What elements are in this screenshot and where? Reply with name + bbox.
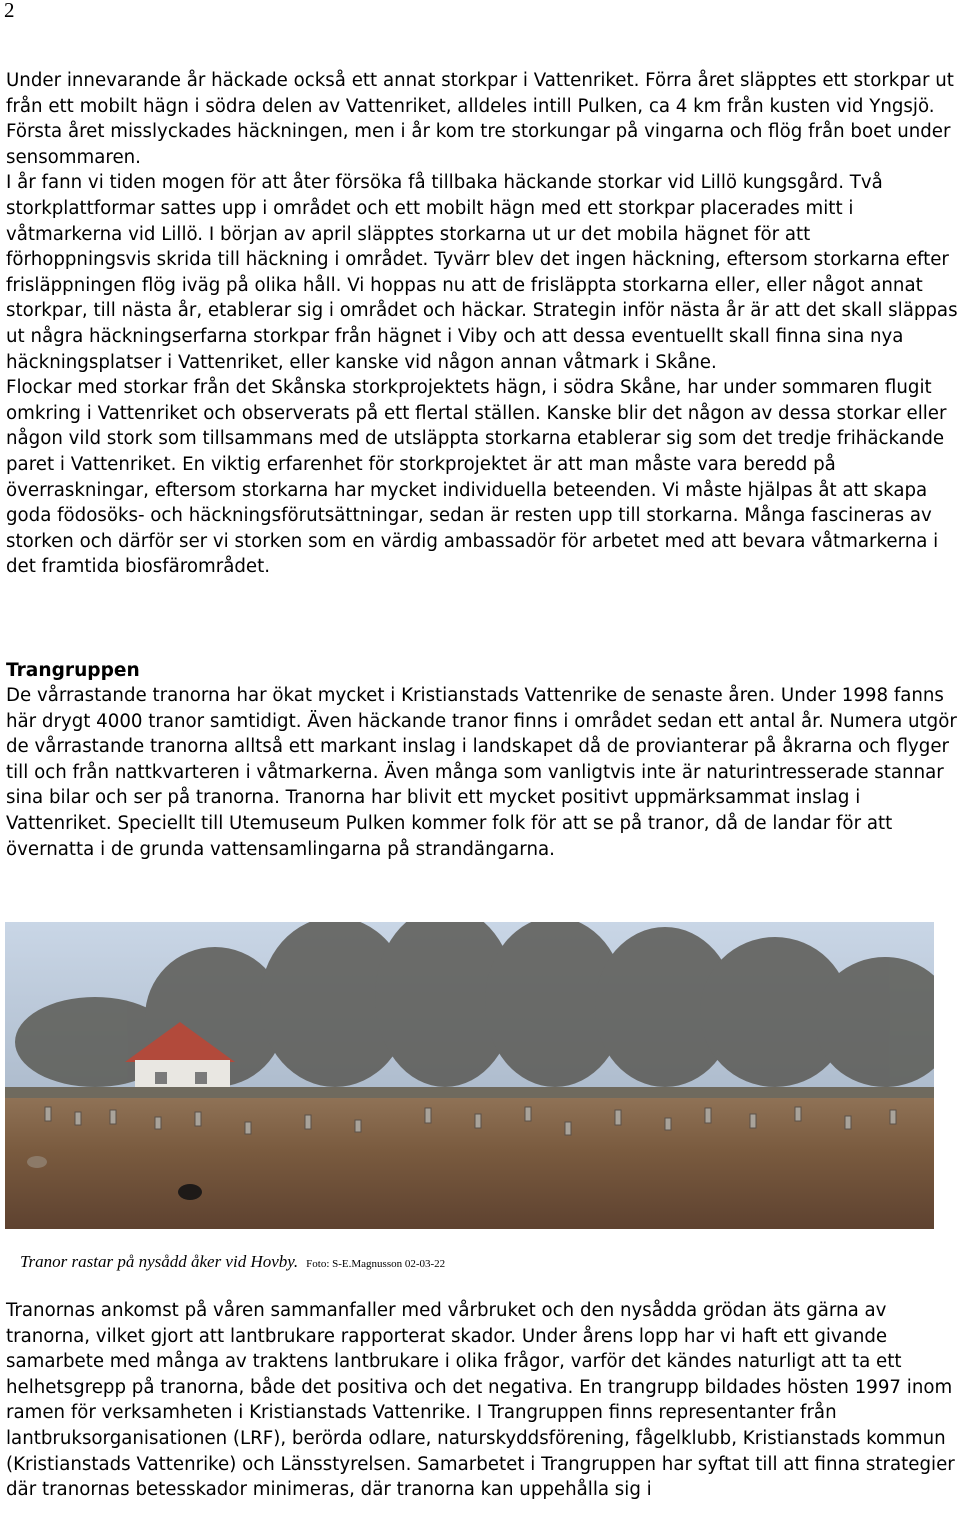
crane-intro-paragraph: De vårrastande tranorna har ökat mycket i Kristianstads Vattenrike de senaste åren. Under 1998 fanns här drygt 4000 tranor samtidigt. Även häckande tranor finns i området sedan ett antal år. Numera utgör de vårrastande tranorna alltså ett markant inslag i landskapet då de provianterar på åkrarna och flyger till och från nattkvarteren i våtmarkerna. Även många som vanligtvis inte är naturintresserade stannar sina bilar och ser på tranorna. Tranorna har blivit ett mycket positivt uppmärksammat inslag i Vattenriket. Speciellt till Utemuseum Pulken kommer folk för att se på tranor, då de landar för att övernatta i de grunda vattensamlingarna på strandängarna. — [6, 685, 957, 860]
photo-credit: Foto: S-E.Magnusson 02-03-22 — [306, 1258, 446, 1270]
page-number: 2 — [4, 0, 15, 22]
photo-caption — [20, 1252, 445, 1272]
stork-paragraph: Under innevarande år häckade också ett annat storkpar i Vattenriket. Förra året släpptes ett storkpar ut från ett mobilt hägn i södra delen av Vattenriket, alldeles intill Pulken, ca 4 km från kusten vid Yngsjö. Första året misslyckades häckningen, men i år kom tre storkungar på vingarna och flög från boet under sensommaren. I år fann vi tiden mogen för att åter försöka få tillbaka häckande storkar vid Lillö kungsgård. Två storkplattformar sattes upp i området och ett mobilt hägn med ett storkpar placerades mitt i våtmarkerna vid Lillö. I början av april släpptes storkarna ut ur det mobila hägnet för att förhoppningsvis skrida till häckning i området. Tyvärr blev det ingen häckning, eftersom storkarna efter frisläppningen flög iväg på olika håll. Vi hoppas nu att de frisläppta storkarna eller, eller något annat storkpar, till nästa år, etablerar sig i området och häckar. Strategin inför nästa år är att det skall släppas ut några häckningserfarna storkpar från hägnet i Viby och att dessa eventuellt skall finna sina nya häckningsplatser i Vattenriket, eller kanske vid någon annan våtmark i Skåne. Flockar med storkar från det Skånska storkprojektets hägn, i södra Skåne, har under sommaren flugit omkring i Vattenriket och observerats på ett flertal ställen. Kanske blir det någon av dessa storkar eller någon vild stork som tillsammans med de utsläppta storkarna etablerar sig som det tredje frihäckande paret i Vattenriket. En viktig erfarenhet för storkprojektet är att man måste vara beredd på överraskningar, eftersom storkarna har mycket individuella beteenden. Vi måste hjälpas åt att skapa goda födosöks- och häckningsförutsättningar, sedan är resten upp till storkarna. Många fascineras av storken och därför ser vi storken som en värdig ambassadör för arbetet med att bevara våtmarkerna i det framtida biosfärområdet. — [6, 70, 958, 578]
section-heading-trangruppen: Trangruppen — [6, 660, 140, 681]
crane-group-paragraph: Tranornas ankomst på våren sammanfaller med vårbruket och den nysådda grödan äts gärna av tranorna, vilket gjort att lantbrukare rapporterat skador. Under årens lopp har vi haft ett givande samarbete med många av traktens lantbrukare i olika frågor, varför det kändes naturligt att ta ett helhetsgrepp på tranorna, både det positiva och det negativa. En trangrupp bildades hösten 1997 inom ramen för verksamheten i Kristianstads Vattenrike. I Trangruppen finns representanter från lantbruksorganisationen (LRF), berörda odlare, naturskyddsförening, fågelklubb, Kristianstads kommun (Kristianstads Vattenrike) och Länsstyrelsen. Samarbetet i Trangruppen har syftat till att finna strategier där tranornas betesskador minimeras, där tranorna kan uppehålla sig i — [6, 1300, 955, 1501]
cranes-field-photo — [5, 922, 934, 1229]
caption-text: Tranor rastar på nysådd åker vid Hovby. — [20, 1252, 299, 1271]
cranes-field-illustration — [5, 922, 934, 1229]
